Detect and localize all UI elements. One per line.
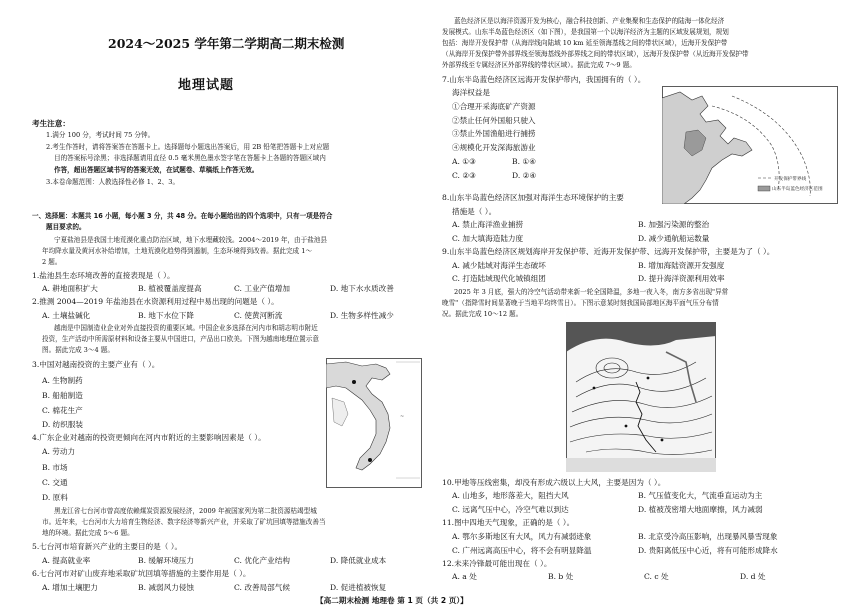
option[interactable]: C. 交通 <box>42 478 68 487</box>
statement: ③禁止外国渔船进行捕捞 <box>452 129 536 138</box>
question-options <box>452 233 824 244</box>
question-options <box>42 555 426 566</box>
passage-line: 包括：海岸开发保护带（从海岸线向陆域 10 km 延至领海基线之间的带状区域），近海开发保护带 <box>442 39 728 47</box>
question-options <box>452 260 824 271</box>
notice-item: 作答，超出答题区域书写的答案无效，在试题卷、草稿纸上作答无效。 <box>54 166 259 174</box>
option[interactable]: A. 鄂尔多斯地区有大风，风力有减弱迹象 <box>452 532 592 541</box>
question-stem: 9.山东半岛蓝色经济区规划海岸开发保护带、近海开发保护带、远海开发保护带，主要是为了（ ）。 <box>442 247 775 256</box>
option[interactable]: D. 提升海洋资源利用效率 <box>638 274 725 283</box>
option[interactable]: B. 地下水位下降 <box>138 311 194 320</box>
option[interactable]: B. 加强污染源的整治 <box>638 220 710 229</box>
option[interactable]: A. 山地多，地形落差大，阻挡大风 <box>452 491 569 500</box>
option[interactable]: D. 纺织服装 <box>42 420 84 429</box>
option[interactable]: D. 贵阳离低压中心近，将有可能形成降水 <box>638 546 778 555</box>
option[interactable]: C. 远离气压中心，冷空气难以到达 <box>452 505 569 514</box>
question-options <box>452 219 824 230</box>
option[interactable]: A. 土壤盐碱化 <box>42 311 91 320</box>
option[interactable]: C. 使黄河断流 <box>234 311 283 320</box>
question-options <box>452 571 836 582</box>
option[interactable]: D. 降低就业成本 <box>330 556 387 565</box>
option[interactable]: B. 气压值变化大，气流垂直运动为主 <box>638 491 763 500</box>
option[interactable]: B. 缓解环境压力 <box>138 556 194 565</box>
option[interactable]: D. 减少通航船运数量 <box>638 234 710 243</box>
option[interactable]: A. 提高就业率 <box>42 556 91 565</box>
option[interactable]: C. c 处 <box>644 572 669 581</box>
option[interactable]: A. 增加土壤肥力 <box>42 583 98 592</box>
section-heading: 一、选择题：本题共 16 小题，每小题 3 分，共 48 分。在每小题给出的四个选项中，只有一项是符合 <box>32 212 333 220</box>
option[interactable]: D. 原料 <box>42 493 68 502</box>
option[interactable]: B. 市场 <box>42 463 68 472</box>
exam-title: 2024～2025 学年第二学期高二期末检测 <box>108 36 345 51</box>
shandong-zone-map <box>662 86 838 204</box>
option[interactable]: B. 增加海陆资源开发强度 <box>638 261 725 270</box>
option[interactable]: B. 植被覆盖度提高 <box>138 284 202 293</box>
option[interactable]: B. 船舶制造 <box>42 391 83 400</box>
passage-line: 地的环境。据此完成 5～6 题。 <box>42 529 134 537</box>
passage-line: 年均降水量及黄河水补给增加，土地荒漠化趋势得到遏制，生态环境得到改善。据此完成 1～ <box>42 247 313 255</box>
svg-text:~: ~ <box>400 414 405 420</box>
question-stem: 10.甲地等压线密集，却没有形成六级以上大风，主要是因为（ ）。 <box>442 478 666 487</box>
passage-line: 宁夏盐池县是我国土地荒漠化重点防治区域，地下水埋藏较浅。2004～2019 年，由于盐池县 <box>54 236 328 244</box>
passage-line: 图。据此完成 3～4 题。 <box>42 346 114 354</box>
option[interactable]: C. 广州远离高压中心，将不会有明显降温 <box>452 546 592 555</box>
question-options <box>42 283 426 294</box>
notice-item: 目的答案标号涂黑；非选择题请用直径 0.5 毫米黑色墨水签字笔在答题卡上各题的答题区域内 <box>54 154 326 162</box>
option[interactable]: B. 减弱风力侵蚀 <box>138 583 194 592</box>
question-stem: 1.盐池县生态环境改善的直接表现是（ ）。 <box>32 271 175 280</box>
option[interactable]: B. b 处 <box>548 572 574 581</box>
option[interactable]: B. ①④ <box>512 157 537 166</box>
passage-line: 况。据此完成 10～12 题。 <box>442 310 523 318</box>
left-column <box>32 0 432 608</box>
page-footer: 【高二期末检测 地理卷 第 1 页（共 2 页）】 <box>316 596 468 605</box>
option[interactable]: C. 加大填海造陆力度 <box>452 234 524 243</box>
question-stem: 11.图中四地天气现象，正确的是（ ）。 <box>442 518 575 527</box>
statement: ②禁止任何外国船只驶入 <box>452 116 536 125</box>
option[interactable]: D. 地下水水质改善 <box>330 284 394 293</box>
passage-line: 市。近年来，七台河市大力培育生物经济、数字经济等新兴产业，并采取了矿坑回填等措施改善当 <box>42 518 326 526</box>
option[interactable]: D. 生物多样性减少 <box>330 311 394 320</box>
passage-line: 投资，生产活动中所需原材料和设备主要从中国进口，产品出口欧美。下图为越南地理位置示意 <box>42 335 319 343</box>
notice-heading: 考生注意： <box>32 119 70 128</box>
option[interactable]: D. ②④ <box>512 171 537 180</box>
question-stem: 7.山东半岛蓝色经济区远海开发保护带内，我国拥有的（ ）。 <box>442 75 646 84</box>
question-options <box>452 490 824 501</box>
option[interactable]: A. 劳动力 <box>42 447 76 456</box>
passage-line: 黑龙江省七台河市曾高度依赖煤炭资源发展经济，2009 年被国家列为第二批资源枯竭型城 <box>54 507 317 515</box>
subject-title: 地理试题 <box>178 78 235 93</box>
question-stem: 海洋权益是 <box>452 88 490 97</box>
option[interactable]: D. 植被茂密增大地面摩擦，风力减弱 <box>638 505 763 514</box>
question-options <box>452 156 536 167</box>
option[interactable]: B. 北京受冷高压影响，出现暴风暴雪现象 <box>638 532 778 541</box>
passage-line: 外部界线至专属经济区外部界线的带状区域）。据此完成 7～9 题。 <box>442 61 636 69</box>
option[interactable]: C. 棉花生产 <box>42 406 83 415</box>
option[interactable]: C. 工业产值增加 <box>234 284 290 293</box>
option[interactable]: A. 生物制药 <box>42 376 83 385</box>
notice-item: 1.满分 100 分，考试时间 75 分钟。 <box>46 131 155 139</box>
question-options <box>452 545 824 556</box>
question-options <box>452 531 824 542</box>
question-stem: 4.广东企业对越南的投资更倾向在河内市附近的主要影响因素是（ ）。 <box>32 433 266 442</box>
question-stem: 6.七台河市对矿山废弃地采取矿坑回填等措施的主要作用是（ ）。 <box>32 569 251 578</box>
notice-item: 2.考生作答时，请将答案答在答题卡上。选择题每小题选出答案后，用 2B 铅笔把答题卡上对应题 <box>46 143 330 151</box>
option[interactable]: A. a 处 <box>452 572 477 581</box>
passage-line: 2025 年 3 月底，强大的冷空气活动带来新一轮全国降温，多地一夜入冬，南方多省出现"异常 <box>454 288 729 296</box>
question-stem: 8.山东半岛蓝色经济区加强对海洋生态环境保护的主要 <box>442 193 624 202</box>
question-options <box>452 504 824 515</box>
question-stem: 2.推测 2004—2019 年盐池县在水资源利用过程中易出现的问题是（ ）。 <box>32 297 279 306</box>
question-options <box>452 273 824 284</box>
option[interactable]: C. 改善局部气候 <box>234 583 290 592</box>
question-stem: 3.中国对越南投资的主要产业有（ ）。 <box>32 360 160 369</box>
statement: ①合理开采海底矿产资源 <box>452 102 536 111</box>
option[interactable]: C. 优化产业结构 <box>234 556 290 565</box>
question-stem: 措施是（ ）。 <box>452 207 497 216</box>
legend-boundary: 开发保护带界线 <box>774 177 807 182</box>
option[interactable]: D. d 处 <box>740 572 766 581</box>
option[interactable]: A. 耕地面积扩大 <box>42 284 98 293</box>
option[interactable]: C. ②③ <box>452 171 476 180</box>
passage-line: 发展模式。山东半岛蓝色经济区（如下图），是我国第一个以海洋经济为主题的区域发展规划，规划 <box>442 28 729 36</box>
passage-line: （从海岸开发保护带外部界线至领海基线外部界线之间的带状区域），远海开发保护带（从近海开发保护带 <box>442 50 749 58</box>
question-options <box>42 310 426 321</box>
passage-line: 晚雪"（指降雪时间显著晚于当地平均终雪日）。下图示意某时刻我国局部地区海平面气压分布情 <box>442 299 719 307</box>
pressure-map <box>566 322 716 472</box>
option[interactable]: C. 打造陆域现代化城镇组团 <box>452 274 546 283</box>
passage-line: 2 题。 <box>42 258 62 266</box>
notice-item: 3.本卷命题范围：人教选择性必修 1、2、3。 <box>46 178 180 186</box>
option[interactable]: A. 禁止海洋渔业捕捞 <box>452 220 524 229</box>
statement: ④规模化开发深海旅游业 <box>452 143 536 152</box>
legend-zone: 山东半岛蓝色经济区范围 <box>772 187 823 192</box>
option[interactable]: A. 减少陆域对海洋生态破坏 <box>452 261 546 270</box>
passage-line: 蓝色经济区是以海洋资源开发为核心，融合科技创新、产业集聚和生态保护的陆海一体化经济 <box>454 17 725 25</box>
option[interactable]: D. 促进植被恢复 <box>330 583 387 592</box>
question-options <box>42 582 426 593</box>
passage-line: 越南是中国制造业企业对外直接投资的重要区域。中国企业多选择在河内市和胡志明市附近 <box>54 324 318 332</box>
question-stem: 5.七台河市培育新兴产业的主要目的是（ ）。 <box>32 542 183 551</box>
section-heading: 题目要求的。 <box>46 223 86 231</box>
question-stem: 12.未来冷锋最可能出现在（ ）。 <box>442 559 552 568</box>
question-options <box>452 170 536 181</box>
option[interactable]: A. ①③ <box>452 157 476 166</box>
vietnam-map <box>326 358 422 488</box>
